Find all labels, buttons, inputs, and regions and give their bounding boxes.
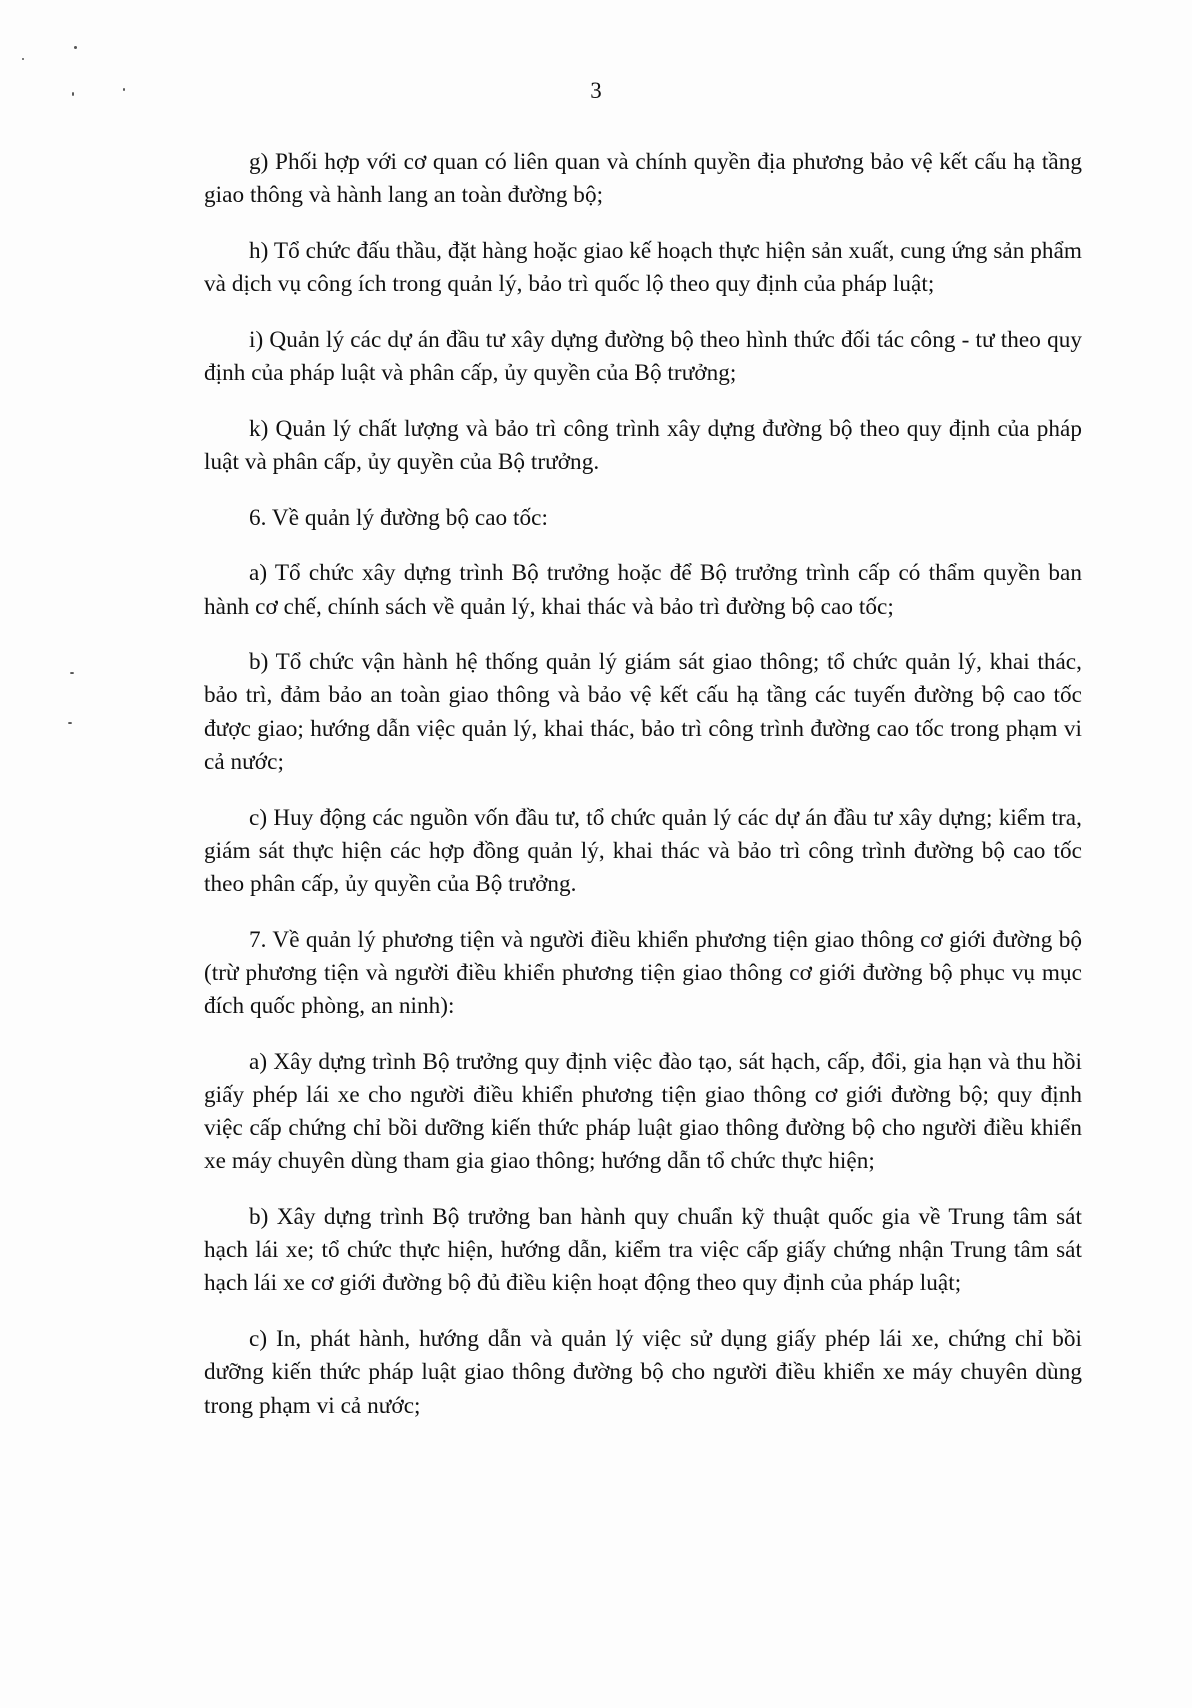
paragraph-7c: c) In, phát hành, hướng dẫn và quản lý việc sử dụng giấy phép lái xe, chứng chỉ bồi dưỡng kiến thức pháp luật giao thông đường bộ cho người điều khiển xe máy chuyên dùng trong phạm vi cả nước;	[204, 1326, 1082, 1419]
paragraph-5k: k) Quản lý chất lượng và bảo trì công trình xây dựng đường bộ theo quy định của pháp luật và phân cấp, ủy quyền của Bộ trưởng.	[204, 415, 1082, 475]
scan-speck	[74, 46, 77, 49]
paragraph-7a: a) Xây dựng trình Bộ trưởng quy định việc đào tạo, sát hạch, cấp, đổi, gia hạn và thu hồi giấy phép lái xe cho người điều khiển phương tiện giao thông cơ giới đường bộ; quy định việc cấp chứng chỉ bồi dưỡng kiến thức pháp luật giao thông đường bộ cho người điều khiển xe máy chuyên dùng tham gia giao thông; hướng dẫn tổ chức thực hiện;	[204, 1048, 1082, 1175]
scan-speck	[68, 722, 72, 724]
paragraph-7b: b) Xây dựng trình Bộ trưởng ban hành quy chuẩn kỹ thuật quốc gia về Trung tâm sát hạch lái xe; tổ chức thực hiện, hướng dẫn, kiểm tra việc cấp giấy chứng nhận Trung tâm sát hạch lái xe cơ giới đường bộ đủ điều kiện hoạt động theo quy định của pháp luật;	[204, 1204, 1082, 1297]
paragraph-6c: c) Huy động các nguồn vốn đầu tư, tổ chức quản lý các dự án đầu tư xây dựng; kiểm tra, giám sát thực hiện các hợp đồng quản lý, khai thác và bảo trì công trình đường bộ cao tốc theo phân cấp, ủy quyền của Bộ trưởng.	[204, 804, 1082, 897]
scan-speck	[70, 672, 74, 674]
paragraph-5h: h) Tổ chức đấu thầu, đặt hàng hoặc giao kế hoạch thực hiện sản xuất, cung ứng sản phẩm và dịch vụ công ích trong quản lý, bảo trì quốc lộ theo quy định của pháp luật;	[204, 237, 1082, 298]
scan-speck	[22, 58, 24, 60]
page-number: 3	[590, 78, 602, 103]
paragraph-6a: a) Tổ chức xây dựng trình Bộ trưởng hoặc để Bộ trưởng trình cấp có thẩm quyền ban hành cơ chế, chính sách về quản lý, khai thác và bảo trì đường bộ cao tốc;	[204, 560, 1082, 620]
paragraph-6b: b) Tổ chức vận hành hệ thống quản lý giám sát giao thông; tổ chức quản lý, khai thác, bảo trì, đảm bảo an toàn giao thông và bảo vệ kết cấu hạ tầng các tuyến đường bộ cao tốc được giao; hướng dẫn việc quản lý, khai thác, bảo trì công trình đường cao tốc trong phạm vi cả nước;	[204, 649, 1082, 775]
section-7-heading: 7. Về quản lý phương tiện và người điều khiển phương tiện giao thông cơ giới đường bộ (trừ phương tiện và người điều khiển phương tiện giao thông cơ giới đường bộ phục vụ mục đích quốc phòng, an ninh):	[204, 926, 1082, 1020]
paragraph-5g: g) Phối hợp với cơ quan có liên quan và chính quyền địa phương bảo vệ kết cấu hạ tầng giao thông và hành lang an toàn đường bộ;	[204, 149, 1082, 209]
document-body	[204, 146, 1082, 1443]
section-6-heading: 6. Về quản lý đường bộ cao tốc:	[249, 504, 548, 531]
paragraph-5i: i) Quản lý các dự án đầu tư xây dựng đường bộ theo hình thức đối tác công - tư theo quy định của pháp luật và phân cấp, ủy quyền của Bộ trưởng;	[204, 326, 1082, 387]
